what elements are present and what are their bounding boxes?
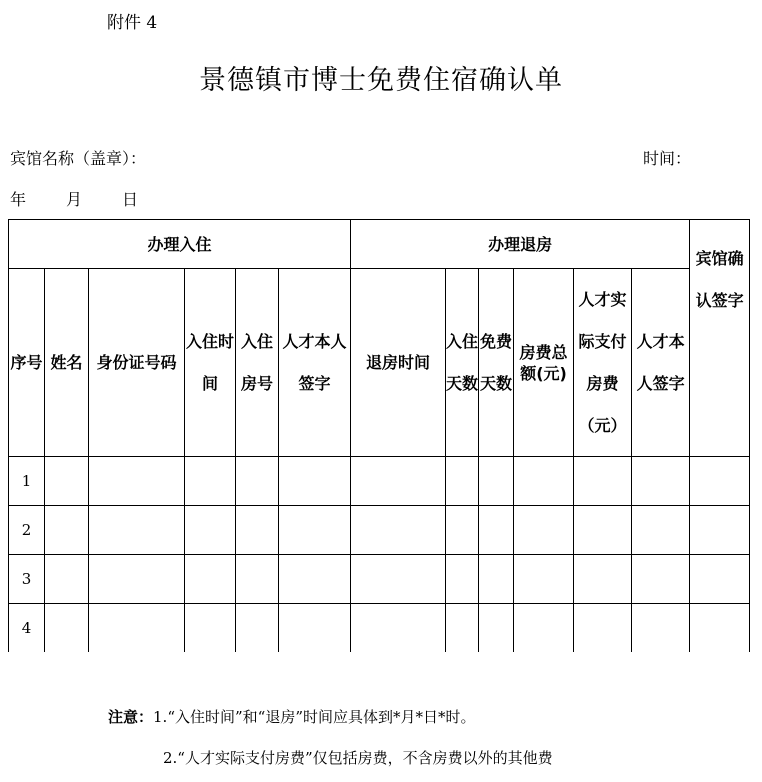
- cell[interactable]: [632, 555, 690, 604]
- row-index: 1: [9, 457, 45, 506]
- col-free-days: 免费天数: [479, 269, 514, 457]
- note-2: 2.“人才实际支付房费”仅包括房费，不含房费以外的其他费: [163, 749, 553, 767]
- cell[interactable]: [45, 457, 89, 506]
- cell[interactable]: [632, 506, 690, 555]
- col-checkin-time: 入住时间: [185, 269, 236, 457]
- col-talent-sign-out: 人才本人签字: [632, 269, 690, 457]
- cell[interactable]: [45, 555, 89, 604]
- cell[interactable]: [89, 604, 185, 653]
- cell[interactable]: [89, 555, 185, 604]
- cell[interactable]: [690, 555, 750, 604]
- page-title: 景德镇市博士免费住宿确认单: [199, 65, 563, 96]
- cell[interactable]: [514, 506, 574, 555]
- cell[interactable]: [185, 604, 236, 653]
- row-index: 4: [9, 604, 45, 653]
- cell[interactable]: [351, 555, 446, 604]
- cell[interactable]: [236, 506, 279, 555]
- cell[interactable]: [446, 457, 479, 506]
- col-checkout-time: 退房时间: [351, 269, 446, 457]
- attachment-label: 附件 4: [107, 13, 158, 33]
- cell[interactable]: [45, 506, 89, 555]
- col-total-fee: 房费总额(元): [514, 269, 574, 457]
- table-row: [9, 555, 750, 604]
- col-talent-sign-in: 人才本人签字: [279, 269, 351, 457]
- cell[interactable]: [574, 457, 632, 506]
- date-line: [10, 187, 138, 210]
- cell[interactable]: [279, 604, 351, 653]
- cell[interactable]: [279, 457, 351, 506]
- cell[interactable]: [479, 457, 514, 506]
- col-room-no: 入住房号: [236, 269, 279, 457]
- cell[interactable]: [351, 604, 446, 653]
- col-hotel-sign: 宾馆确认签字: [690, 220, 750, 457]
- row-index: 2: [9, 506, 45, 555]
- col-index: 序号: [9, 269, 45, 457]
- cell[interactable]: [351, 506, 446, 555]
- time-label: 时间：: [643, 149, 692, 168]
- note-label: 注意：: [108, 708, 154, 726]
- group-checkout-header: 办理退房: [351, 220, 690, 269]
- cell[interactable]: [574, 555, 632, 604]
- cell[interactable]: [479, 604, 514, 653]
- cell[interactable]: [185, 457, 236, 506]
- cell[interactable]: [574, 506, 632, 555]
- col-actual-fee: 人才实际支付房费（元）: [574, 269, 632, 457]
- date-year: 年: [10, 190, 27, 209]
- cell[interactable]: [185, 555, 236, 604]
- col-name: 姓名: [45, 269, 89, 457]
- table-row: [9, 457, 750, 506]
- cell[interactable]: [690, 506, 750, 555]
- cell[interactable]: [479, 555, 514, 604]
- cell[interactable]: [632, 604, 690, 653]
- cell[interactable]: [236, 457, 279, 506]
- note-1: [108, 706, 476, 727]
- cell[interactable]: [236, 604, 279, 653]
- cell[interactable]: [236, 555, 279, 604]
- group-checkin-header: 办理入住: [9, 220, 351, 269]
- cell[interactable]: [514, 555, 574, 604]
- cell[interactable]: [351, 457, 446, 506]
- cell[interactable]: [514, 604, 574, 653]
- cell[interactable]: [446, 506, 479, 555]
- row-index: 3: [9, 555, 45, 604]
- col-id: 身份证号码: [89, 269, 185, 457]
- col-days: 入住天数: [446, 269, 479, 457]
- cell[interactable]: [279, 506, 351, 555]
- cell[interactable]: [89, 457, 185, 506]
- hotel-name-label: 宾馆名称（盖章）：: [10, 149, 147, 168]
- cell[interactable]: [185, 506, 236, 555]
- cell[interactable]: [479, 506, 514, 555]
- cell[interactable]: [89, 506, 185, 555]
- cell[interactable]: [632, 457, 690, 506]
- cell[interactable]: [446, 604, 479, 653]
- cell[interactable]: [690, 457, 750, 506]
- table-row: [9, 506, 750, 555]
- note-1-text: 1.“入住时间”和“退房”时间应具体到*月*日*时。: [153, 708, 476, 726]
- date-day: 日: [122, 190, 139, 209]
- cell[interactable]: [279, 555, 351, 604]
- cell[interactable]: [446, 555, 479, 604]
- date-month: 月: [66, 190, 83, 209]
- lodging-table: [8, 219, 750, 652]
- cell[interactable]: [514, 457, 574, 506]
- table-row: [9, 604, 750, 653]
- cell[interactable]: [574, 604, 632, 653]
- cell[interactable]: [690, 604, 750, 653]
- cell[interactable]: [45, 604, 89, 653]
